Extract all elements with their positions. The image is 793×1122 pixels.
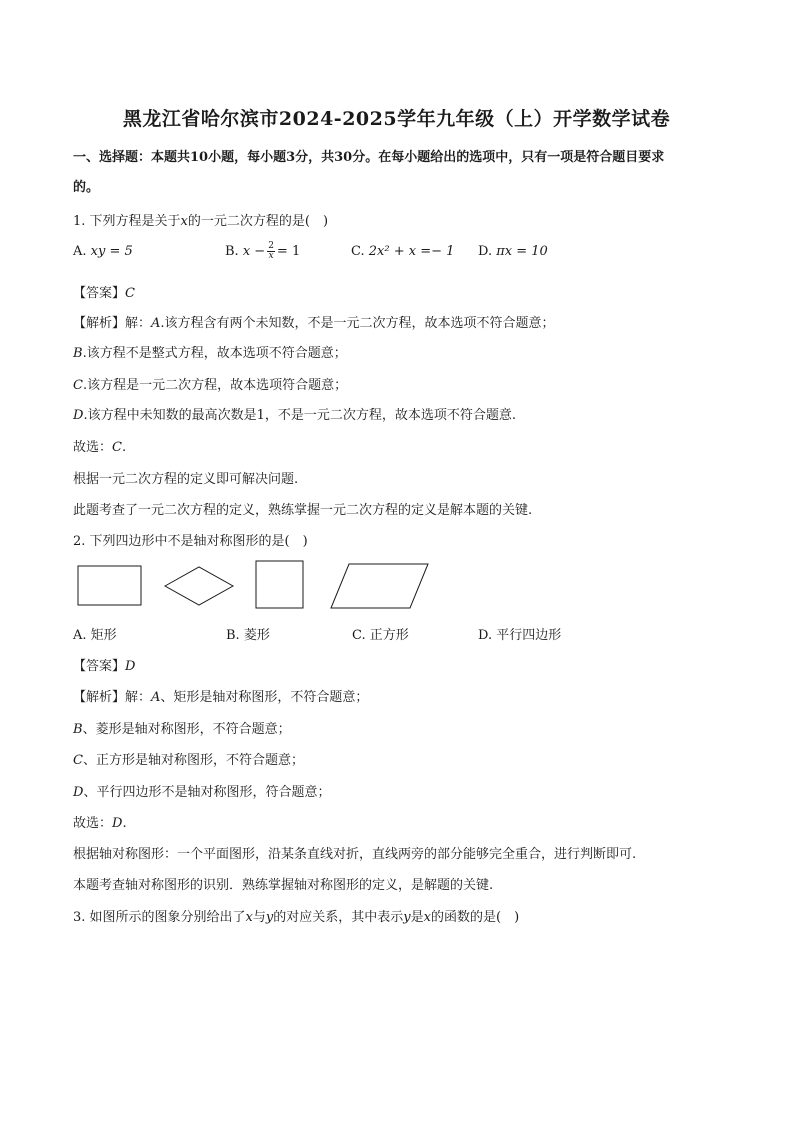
fraction-2-over-x: $\frac{2}{x}$: [268, 241, 274, 261]
q2-stem: 2. 下列四边形中不是轴对称图形的是( ): [73, 534, 308, 549]
q2-note-1: 根据轴对称图形：一个平面图形，沿某条直线对折，直线两旁的部分能够完全重合，进行判断即可.: [73, 847, 637, 862]
q1-analysis-line-b: B.该方程不是整式方程，故本选项不符合题意；: [73, 346, 347, 361]
q1-note-2: 此题考查了一元二次方程的定义，熟练掌握一元二次方程的定义是解本题的关键.: [73, 503, 533, 518]
rhombus-figure: [165, 567, 233, 605]
q2-option-c: C. 正方形: [352, 628, 409, 643]
q1-stem: 1. 下列方程是关于x的一元二次方程的是( ): [73, 214, 329, 229]
q3-stem: 3. 如图所示的图象分别给出了x与y的对应关系，其中表示y是x的函数的是( ): [73, 910, 520, 925]
q1-note-1: 根据一元二次方程的定义即可解决问题.: [73, 472, 299, 487]
q2-analysis-line-c: C、正方形是轴对称图形，不符合题意；: [73, 753, 304, 768]
q2-analysis-line-a: 【解析】解：A、矩形是轴对称图形，不符合题意；: [73, 690, 369, 705]
q2-option-a: A. 矩形: [73, 628, 117, 643]
q1-analysis-line-a: 【解析】解：A.该方程含有两个未知数，不是一元二次方程，故本选项不符合题意；: [73, 316, 555, 331]
q1-answer: 【答案】C: [73, 286, 135, 301]
q2-option-d: D. 平行四边形: [478, 628, 562, 643]
q1-option-d: D. πx = 10: [478, 244, 548, 259]
rectangle-figure: [78, 566, 141, 605]
q2-analysis-line-b: B、菱形是轴对称图形，不符合题意；: [73, 722, 291, 737]
q1-analysis-line-d: D.该方程中未知数的最高次数是1，不是一元二次方程，故本选项不符合题意.: [73, 408, 516, 423]
q1-choose: 故选：C.: [73, 440, 127, 455]
q2-option-b: B. 菱形: [226, 628, 270, 643]
q2-answer: 【答案】D: [73, 659, 136, 674]
q1-option-c: C. 2x² + x =− 1: [351, 244, 455, 259]
square-figure: [256, 561, 303, 608]
q2-analysis-line-d: D、平行四边形不是轴对称图形，符合题意；: [73, 785, 331, 800]
parallelogram-figure: [331, 564, 428, 608]
q2-note-2: 本题考查轴对称图形的识别．熟练掌握轴对称图形的定义，是解题的关键.: [73, 878, 494, 893]
q2-choose: 故选：D.: [73, 816, 127, 831]
section-instructions-line2: 的。: [73, 180, 100, 195]
page-title: 黑龙江省哈尔滨市2024-2025学年九年级（上）开学数学试卷: [122, 108, 671, 130]
q1-option-b: B. x − $\frac{2}{x}$ = 1: [225, 241, 301, 261]
q1-analysis-line-c: C.该方程是一元二次方程，故本选项符合题意；: [73, 378, 348, 393]
q1-option-a: A. xy = 5: [73, 244, 133, 259]
section-instructions-line1: 一、选择题：本题共10小题，每小题3分，共30分。在每小题给出的选项中，只有一项是符合题目要求: [73, 150, 665, 165]
